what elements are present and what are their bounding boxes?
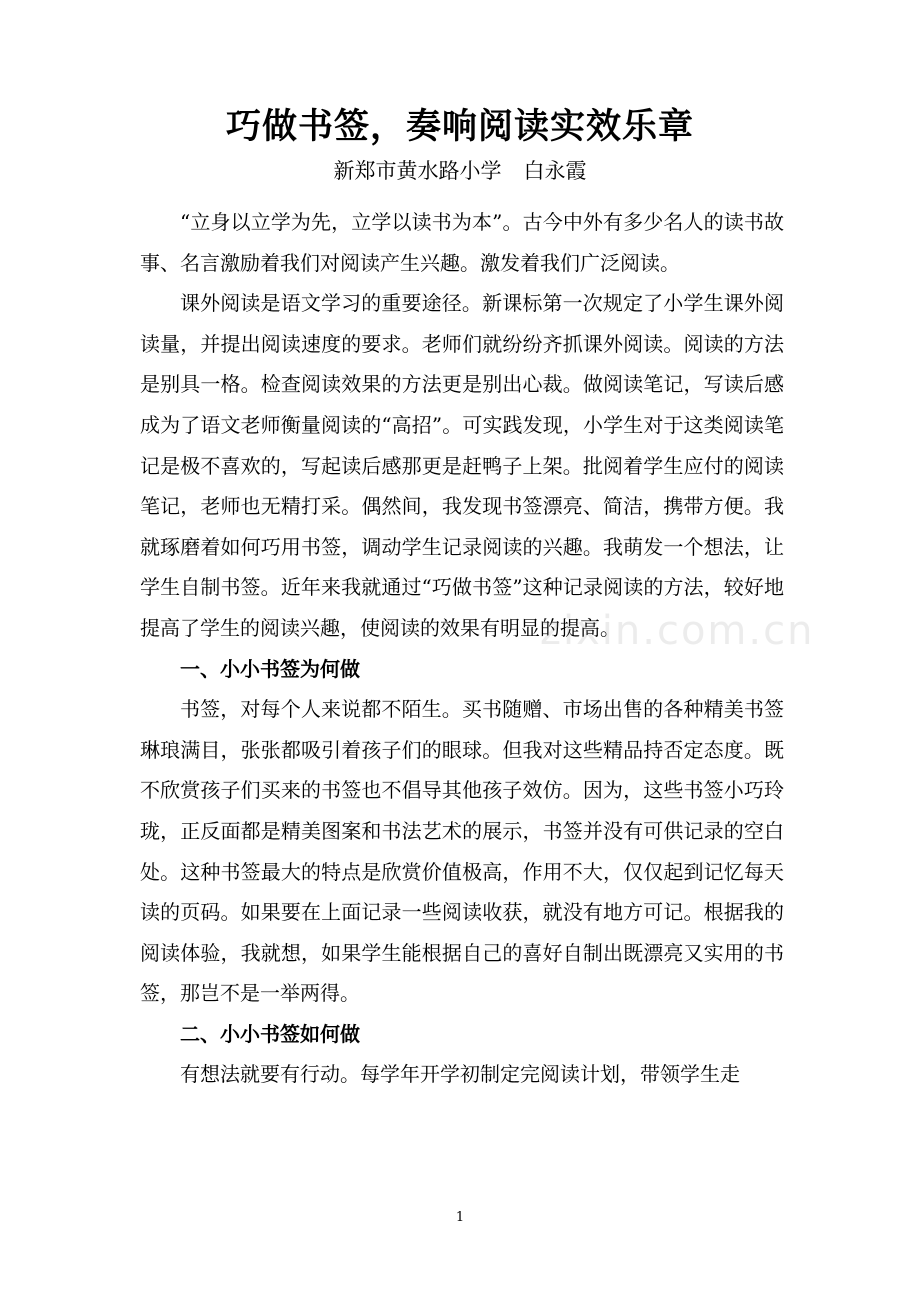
paragraph-background: 课外阅读是语文学习的重要途径。新课标第一次规定了小学生课外阅读量，并提出阅读速度的要求。老师们就纷纷齐抓课外阅读。阅读的方法是别具一格。检查阅读效果的方法更是别出心裁。做阅读笔记，写读后感成为了语文老师衡量阅读的“高招”。可实践发现，小学生对于这类阅读笔记是极不喜欢的，写起读后感那更是赶鸭子上架。批阅着学生应付的阅读笔记，老师也无精打采。偶然间，我发现书签漂亮、简洁，携带方便。我就琢磨着如何巧用书签，调动学生记录阅读的兴趣。我萌发一个想法，让学生自制书签。近年来我就通过“巧做书签”这种记录阅读的方法，较好地提高了学生的阅读兴趣，使阅读的效果有明显的提高。 (140, 291, 784, 640)
page-number: 1 (455, 1210, 465, 1225)
paragraph-intro: “立身以立学为先，立学以读书为本”。古今中外有多少名人的读书故事、名言激励着我们对阅读产生兴趣。激发着我们广泛阅读。 (140, 210, 784, 275)
section-paragraph-1: 书签，对每个人来说都不陌生。买书随赠、市场出售的各种精美书签琳琅满目，张张都吸引着孩子们的眼球。但我对这些精品持否定态度。既不欣赏孩子们买来的书签也不倡导其他孩子效仿。因为，这些书签小巧玲珑，正反面都是精美图案和书法艺术的展示，书签并没有可供记录的空白处。这种书签最大的特点是欣赏价值极高，作用不大，仅仅起到记忆每天读的页码。如果要在上面记录一些阅读收获，就没有地方可记。根据我的阅读体验，我就想，如果学生能根据自己的喜好自制出既漂亮又实用的书签，那岂不是一举两得。 (140, 697, 784, 1006)
school-name: 新郑市黄水路小学 (333, 159, 502, 183)
section-heading-1: 一、小小书签为何做 (180, 656, 360, 681)
author-name: 白永霞 (523, 159, 587, 183)
author-line (0, 154, 920, 188)
watermark: zixin.com.cn (540, 608, 815, 654)
section-paragraph-2: 有想法就要有行动。每学年开学初制定完阅读计划，带领学生走 (180, 1062, 740, 1087)
section-heading-2: 二、小小书签如何做 (180, 1021, 360, 1046)
document-title: 巧做书签，奏响阅读实效乐章 (225, 106, 694, 147)
